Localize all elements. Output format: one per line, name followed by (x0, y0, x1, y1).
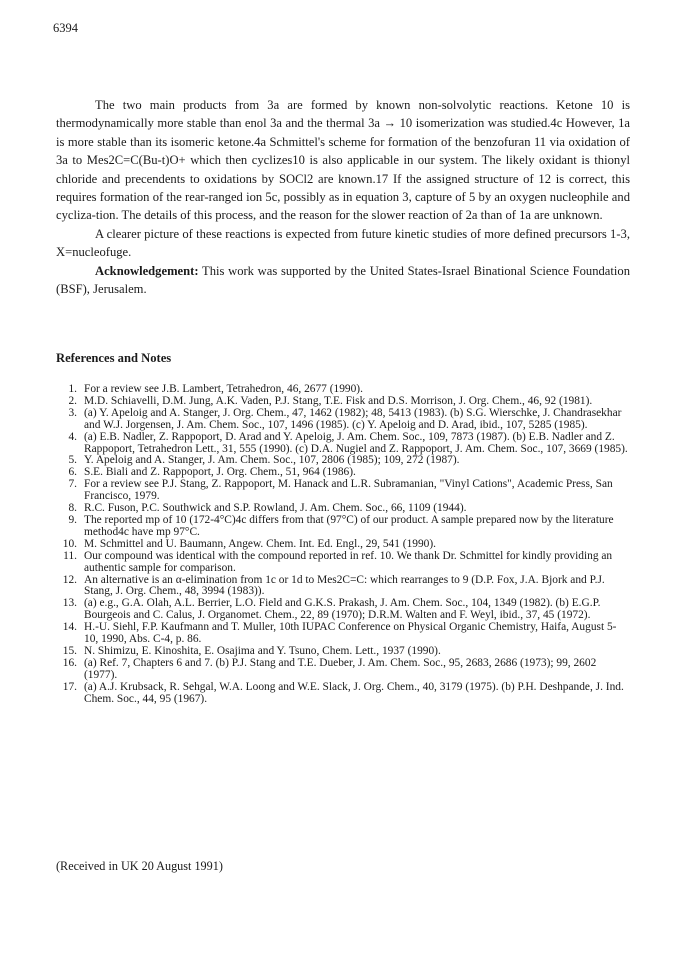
reference-item (62, 515, 630, 539)
reference-text: For a review see P.J. Stang, Z. Rappoport, M. Hanack and L.R. Subramanian, "Vinyl Cations", Academic Press, San Francisco, 1979. (84, 478, 613, 503)
reference-text: For a review see J.B. Lambert, Tetrahedron, 46, 2677 (1990). (84, 383, 363, 395)
paragraph-products: The two main products from 3a are formed by known non-solvolytic reactions. Ketone 10 is thermodynamically more stable than enol 3a and the thermal 3a → 10 isomerization was studied.4c However, 1a is more stable than its isomeric ketone.4a Schmittel's scheme for formation of the benzofuran 11 via oxidation of 3a to Mes2C=C(Bu-t)O+ which then cyclizes10 is also applicable in our system. The likely oxidant is thionyl chloride and precendents to oxidations by SOCl2 are known.17 If the assigned structure of 12 is correct, this requires formation of the rear-ranged ion 5c, possibly as in equation 3, capture of 5 by an oxygen nucleophile and cycliza-tion. The details of this process, and the reason for the slower reaction of 2a than of 1a are unknown. (56, 98, 630, 223)
reference-number: 4. (68, 430, 77, 443)
reference-text: Our compound was identical with the compound reported in ref. 10. We thank Dr. Schmittel for kindly providing an authentic sample for comparison. (84, 549, 613, 574)
reference-text: H.-U. Siehl, F.P. Kaufmann and T. Muller, 10th IUPAC Conference on Physical Organic Chemistry, Haifa, August 5-10, 1990, Abs. C-4, p. 86. (84, 621, 617, 646)
reference-text: (a) A.J. Krubsack, R. Sehgal, W.A. Loong and W.E. Slack, J. Org. Chem., 40, 3179 (1975). (b) P.H. Deshpande, J. Ind. Chem. Soc., 44, 95 (1967). (84, 680, 624, 705)
acknowledgement-text: This work was supported by the United States-Israel Binational Science Foundation (BSF), Jerusalem. (56, 263, 630, 297)
reference-number: 5. (68, 454, 77, 467)
reference-number: 2. (68, 394, 77, 407)
reference-text: (a) Ref. 7, Chapters 6 and 7. (b) P.J. Stang and T.E. Dueber, J. Am. Chem. Soc., 95, 2683, 2686 (1973); 99, 2602 (1977). (84, 656, 597, 681)
reference-number: 15. (62, 644, 77, 657)
reference-number: 17. (62, 680, 77, 693)
reference-text: (a) E.B. Nadler, Z. Rappoport, D. Arad and Y. Apeloig, J. Am. Chem. Soc., 109, 7873 (1987). (b) E.B. Nadler and Z. Rappoport, Tetrahedron Lett., 31, 555 (1990). (c) D.A. Nugiel and Z. Rappoport, J. Am. Chem. Soc., 107, 3669 (1985). (84, 430, 628, 455)
reference-number: 8. (68, 502, 77, 515)
body-text (56, 96, 630, 298)
reference-number: 9. (68, 513, 77, 526)
reference-number: 16. (62, 656, 77, 669)
page-number: 6394 (53, 21, 78, 35)
reference-item (62, 575, 630, 599)
reference-number: 12. (62, 573, 77, 586)
reference-text: An alternative is an α-elimination from 1c or 1d to Mes2C=C: which rearranges to 9 (D.P. Fox, J.A. Bjork and P.J. Stang, J. Org. Chem., 48, 3994 (1983)). (84, 573, 605, 598)
reference-number: 14. (62, 621, 77, 634)
reference-text: The reported mp of 10 (172-4°C)4c differs from that (97°C) of our product. A sample prepared now by the literature method4c have mp 97°C. (84, 513, 614, 538)
reference-item (62, 432, 630, 456)
reference-text: M. Schmittel and U. Baumann, Angew. Chem. Int. Ed. Engl., 29, 541 (1990). (84, 537, 437, 550)
reference-item (62, 658, 630, 682)
paragraph-future-studies: A clearer picture of these reactions is expected from future kinetic studies of more defined precursors 1-3, X=nucleofuge. (56, 226, 630, 260)
reference-number: 3. (68, 406, 77, 419)
reference-text: M.D. Schiavelli, D.M. Jung, A.K. Vaden, P.J. Stang, T.E. Fisk and D.S. Morrison, J. Org. Chem., 46, 92 (1981). (84, 394, 593, 407)
reference-text: N. Shimizu, E. Kinoshita, E. Osajima and Y. Tsuno, Chem. Lett., 1937 (1990). (84, 644, 441, 657)
reference-number: 11. (63, 549, 77, 562)
reference-item (62, 551, 630, 575)
reference-text: S.E. Biali and Z. Rappoport, J. Org. Chem., 51, 964 (1986). (84, 466, 356, 479)
reference-number: 10. (62, 537, 77, 550)
reference-number: 7. (68, 478, 77, 491)
reference-text: (a) Y. Apeloig and A. Stanger, J. Org. Chem., 47, 1462 (1982); 48, 5413 (1983). (b) S.G. Wierschke, J. Chandrasekhar and W.J. Jorgensen, J. Am. Chem. Soc., 107, 1496 (1985). (c) Y. Apeloig and D. Arad, ibid., 107, 5285 (1985). (84, 406, 622, 431)
acknowledgement-label: Acknowledgement: (95, 263, 199, 278)
reference-item (62, 479, 630, 503)
reference-text: (a) e.g., G.A. Olah, A.L. Berrier, L.O. Field and G.K.S. Prakash, J. Am. Chem. Soc., 104, 1349 (1982). (b) E.G.P. Bourgeois and C. Calus, J. Organomet. Chem., 22, 89 (1970); D.R.M. Walten and F. Weyl, ibid., 37, 45 (1972). (84, 597, 601, 622)
reference-item (62, 408, 630, 432)
references-heading: References and Notes (56, 351, 172, 365)
reference-item (62, 682, 630, 706)
received-date: (Received in UK 20 August 1991) (56, 859, 223, 873)
reference-number: 6. (68, 466, 77, 479)
reference-item (62, 598, 630, 622)
acknowledgement (56, 262, 630, 299)
reference-number: 1. (68, 383, 77, 395)
reference-text: Y. Apeloig and A. Stanger, J. Am. Chem. Soc., 107, 2806 (1985); 109, 272 (1987). (84, 454, 460, 467)
references-list (62, 384, 630, 705)
reference-item (62, 622, 630, 646)
reference-text: R.C. Fuson, P.C. Southwick and S.P. Rowland, J. Am. Chem. Soc., 66, 1109 (1944). (84, 502, 467, 515)
reference-number: 13. (62, 597, 77, 610)
